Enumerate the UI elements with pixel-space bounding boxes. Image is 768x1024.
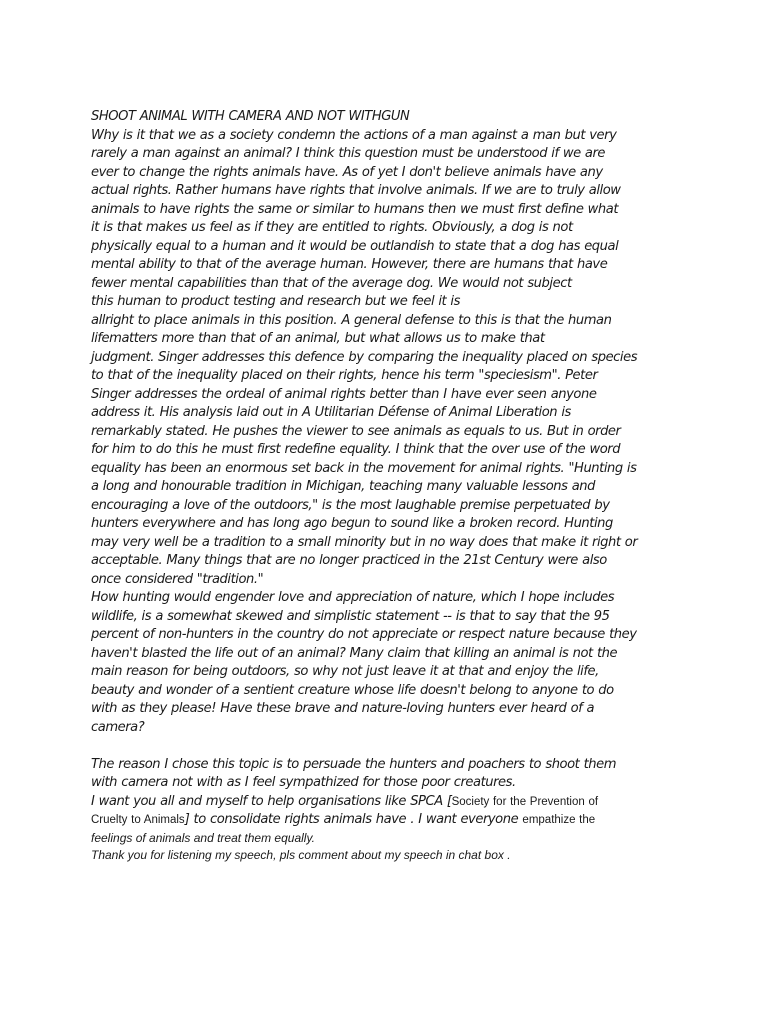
body-line-10: this human to product testing and research but we feel it is bbox=[91, 294, 460, 309]
thanks-line: Thank you for listening my speech, pls comment about my speech in chat box . bbox=[91, 847, 511, 862]
body-line-17: remarkably stated. He pushes the viewer to see animals as equals to us. But in order bbox=[91, 423, 621, 439]
document-body bbox=[91, 108, 691, 864]
body-line-29: haven't blasted the life out of an animal? Many claim that killing an animal is not the bbox=[91, 645, 618, 661]
body-paragraphs bbox=[91, 127, 691, 738]
body-line-22: hunters everywhere and has long ago begun to sound like a broken record. Hunting bbox=[91, 516, 613, 531]
closing-line-1: The reason I chose this topic is to persuade the hunters and poachers to shoot them bbox=[91, 756, 617, 772]
body-line-8: mental ability to that of the average human. However, there are humans that have bbox=[91, 257, 608, 272]
closing-line-2: with camera not with as I feel sympathized for those poor creatures. bbox=[91, 775, 516, 790]
body-line-19: equality has been an enormous set back in the movement for animal rights. "Hunting is bbox=[91, 460, 637, 476]
body-line-24: acceptable. Many things that are no longer practiced in the 21st Century were also bbox=[91, 553, 607, 568]
body-line-7: physically equal to a human and it would be outlandish to state that a dog has equal bbox=[91, 238, 619, 254]
body-line-4: actual rights. Rather humans have rights that involve animals. If we are to truly allow bbox=[91, 183, 621, 198]
body-line-1: Why is it that we as a society condemn the actions of a man against a man but very bbox=[91, 127, 617, 143]
body-line-20: a long and honourable tradition in Michigan, teaching many valuable lessons and bbox=[91, 479, 595, 494]
appeal-text-2: ] to consolidate rights animals have . I want everyone bbox=[184, 812, 523, 827]
body-line-12: lifematters more than that of an animal, but what allows us to make that bbox=[91, 331, 545, 346]
body-line-27: wildlife, is a somewhat skewed and simplistic statement -- is that to say that the 95 bbox=[91, 608, 610, 624]
spca-full-name-2: Cruelty to Animals bbox=[91, 814, 185, 826]
body-line-32: with as they please! Have these brave and nature-loving hunters ever heard of a bbox=[91, 701, 595, 716]
appeal-line-3: feelings of animals and treat them equally. bbox=[91, 830, 315, 845]
body-line-25: once considered "tradition." bbox=[91, 571, 264, 587]
body-line-5: animals to have rights the same or similar to humans then we must first define what bbox=[91, 201, 618, 217]
body-line-15: Singer addresses the ordeal of animal rights better than I have ever seen anyone bbox=[91, 386, 597, 402]
body-line-30: main reason for being outdoors, so why not just leave it at that and enjoy the life, bbox=[91, 664, 599, 679]
body-line-2: rarely a man against an animal? I think this question must be understood if we are bbox=[91, 146, 606, 161]
document-title: SHOOT ANIMAL WITH CAMERA AND NOT WITHGUN bbox=[91, 109, 410, 124]
appeal-line-2 bbox=[91, 811, 691, 830]
body-line-11: allright to place animals in this position. A general defense to this is that the human bbox=[91, 312, 612, 328]
body-line-28: percent of non-hunters in the country do not appreciate or respect nature because they bbox=[91, 627, 637, 642]
body-line-3: ever to change the rights animals have. As of yet I don't believe animals have any bbox=[91, 164, 603, 180]
spca-full-name: Society for the Prevention of bbox=[451, 795, 599, 808]
body-line-16: address it. His analysis laid out in A Utilitarian Défense of Animal Liberation is bbox=[91, 405, 571, 420]
appeal-line-1 bbox=[91, 793, 691, 812]
appeal-text-3: empathize the bbox=[522, 814, 596, 826]
body-line-9: fewer mental capabilities than that of the average dog. We would not subject bbox=[91, 275, 572, 291]
body-line-33: camera? bbox=[91, 719, 145, 735]
body-line-13: judgment. Singer addresses this defence by comparing the inequality placed on species bbox=[91, 349, 638, 365]
body-line-18: for him to do this he must first redefine equality. I think that the over use of the word bbox=[91, 442, 621, 457]
appeal-text-1: I want you all and myself to help organisations like SPCA [ bbox=[91, 793, 452, 809]
body-line-21: encouraging a love of the outdoors," is the most laughable premise perpetuated by bbox=[91, 497, 610, 513]
body-line-6: it is that makes us feel as if they are entitled to rights. Obviously, a dog is not bbox=[91, 220, 573, 235]
body-line-26: How hunting would engender love and appreciation of nature, which I hope includes bbox=[91, 590, 615, 605]
body-line-23: may very well be a tradition to a small minority but in no way does that make it right or bbox=[91, 534, 638, 550]
paragraph-spacer bbox=[91, 737, 691, 756]
closing-paragraph bbox=[91, 756, 691, 793]
body-line-31: beauty and wonder of a sentient creature whose life doesn't belong to anyone to do bbox=[91, 682, 614, 698]
body-line-14: to that of the inequality placed on their rights, hence his term "speciesism". Peter bbox=[91, 368, 598, 383]
